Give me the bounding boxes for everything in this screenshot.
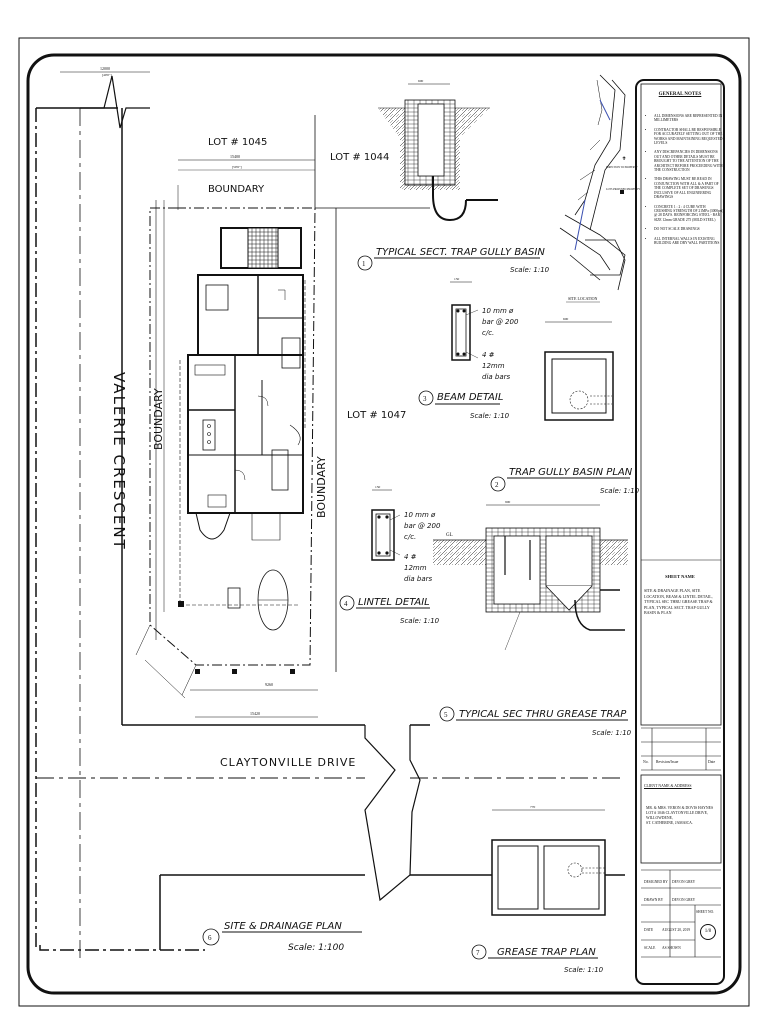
lintel-detail [340, 485, 441, 625]
drawing-title-lintel: LINTEL DETAIL [358, 597, 430, 608]
sheet-name-heading: SHEET NAME [665, 574, 695, 579]
beam-note: dia bars [482, 373, 511, 381]
scale-value: AS SHOWN [662, 946, 681, 950]
drawing-scale-grease-plan: Scale: 1:10 [564, 966, 604, 974]
lintel-note: 4 # [404, 553, 417, 561]
dim-gully-plan-width: 600 [563, 317, 569, 321]
title-block [640, 84, 724, 980]
dim-lot-width: 15400 [230, 154, 240, 159]
drawn-by-label: DRAWN BY [644, 898, 664, 902]
site-drainage-plan [36, 66, 625, 960]
grease-trap-plan [472, 805, 605, 974]
designed-by-label: DESIGNED BY [644, 880, 668, 884]
note-item: • ANY DISCREPANCIES IN DIMENSIONS OUT AND OTHER DETAILS MUST BE BROUGHT TO THE ATTENTION OF THE ARCHITECT BEFORE PROCEEDING WITH THE CONSTRUCTION [654, 150, 724, 172]
drawing-scale-grease-section: Scale: 1:10 [592, 729, 632, 737]
note-item: • THIS DRAWING MUST BE READ IN CONJUNCTION WITH ALL & A PART OF THE COMPLETE SET OF DRAWINGS INCLUSIVE OF ALL ENGINEERING DRAWINGS [654, 177, 724, 199]
client-line: MR. & MRS. VERON & DOVIS HAYNES [646, 806, 714, 810]
drawing-number: 1 [362, 260, 366, 268]
dim-top-width-ft: [40'0"] [102, 73, 112, 77]
drawing-title-site: SITE & DRAINAGE PLAN [224, 921, 342, 932]
dim-lintel-width: 150 [375, 485, 381, 489]
revision-col-desc: Revision/Issue [656, 760, 679, 764]
lintel-note: 12mm [404, 564, 427, 572]
valerie-crescent-road [36, 66, 205, 960]
note-item: • CONTRACTOR SHALL BE RESPONSIBLE FOR ACCURATELY SETTING OUT OF THE WORKS AND MAINTAINING REQUESTED LEVELS [654, 128, 724, 146]
drawing-scale-gully-section: Scale: 1:10 [510, 266, 550, 274]
drawing-scale-lintel: Scale: 1:10 [400, 617, 440, 625]
general-notes-heading: GENERAL NOTES [658, 92, 702, 97]
beam-note: 4 # [482, 351, 495, 359]
house-floor-plan [188, 228, 303, 540]
dim-front-width: 9260 [265, 682, 273, 687]
client-line: ST. CATHERINE, JAMAICA. [646, 821, 693, 825]
direction-label: DIRECTION TO PROPERTY [606, 166, 638, 169]
street-label-valerie: VALERIE CRESCENT [110, 372, 128, 551]
lintel-note: 10 mm ø [404, 511, 436, 519]
drawing-scale-beam: Scale: 1:10 [470, 412, 510, 420]
dim-beam-width: 150 [454, 277, 460, 281]
drawing-title-grease-section: TYPICAL SEC THRU GREASE TRAP [459, 709, 627, 720]
dim-grease-width: 900 [505, 500, 511, 504]
trap-gully-section [358, 79, 550, 274]
note-item: • CONCRETE 1 : 2 : 4 CUBE WITH CRUSHING STRENGTH OF 21MPa (3000psi) @ 28 DAYS. REINFORCING STEEL - BAR SIZE 12mm GRADE 275 (MILD STEEL) [654, 205, 724, 223]
lintel-note: c/c. [404, 533, 417, 541]
site-plan-title [203, 921, 362, 953]
drawing-title-gully-section: TYPICAL SECT. TRAP GULLY BASIN [376, 247, 545, 258]
drawing-title-beam: BEAM DETAIL [437, 392, 504, 403]
drawing-title-grease-plan: GREASE TRAP PLAN [497, 947, 596, 958]
designed-by-value: DEVON GREY [672, 880, 696, 884]
revision-col-no: No. [643, 760, 649, 764]
beam-note: 10 mm ø [482, 307, 514, 315]
lintel-note: dia bars [404, 575, 433, 583]
drawing-scale-gully-plan: Scale: 1:10 [600, 487, 640, 495]
drawn-by-value: DEVON GREY [672, 898, 696, 902]
site-location-map [560, 75, 640, 302]
note-item: • ALL INTERNAL WALLS IN EXISTING BUILDING ARE DRY WALL PARTITIONS [654, 237, 724, 246]
drawing-number: 6 [208, 934, 212, 942]
drawing-number: 4 [344, 600, 348, 608]
drawing-number: 3 [423, 395, 427, 403]
dim-gully-width: 600 [418, 79, 424, 83]
date-label: DATE [644, 928, 654, 932]
sheet-name-value: SITE & DRAINAGE PLAN, SITE LOCATION, BEAM & LINTEL DETAIL, TYPICAL SEC THRU GREASE TRAP & PLAN, TYPICAL SECT. TRAP GULLY BASIN & PLAN [644, 588, 713, 616]
client-address [646, 806, 716, 826]
client-heading: CLIENT NAME & ADDRESS [644, 784, 692, 788]
beam-note: c/c. [482, 329, 495, 337]
dim-grease-plan-width: 770 [530, 805, 536, 809]
drawing-scale-site: Scale: 1:100 [288, 943, 345, 953]
scale-label: SCALE [644, 946, 656, 950]
beam-note: bar @ 200 [482, 318, 519, 326]
note-item: • DO NOT SCALE DRAWINGS [654, 227, 724, 231]
drainage-layout [136, 280, 305, 698]
beam-note: 12mm [482, 362, 505, 370]
lots-label: LOTS PROPOSED PROPERTY [606, 188, 641, 191]
revision-col-date: Date [708, 760, 716, 764]
trap-gully-plan [491, 317, 640, 495]
grease-trap-section [433, 500, 632, 737]
lot-label-1047: LOT # 1047 [347, 410, 407, 421]
direction-arrow-icon: ✟ [622, 157, 627, 162]
dim-lot-width-ft: [50'6"] [232, 165, 242, 169]
date-value: AUGUST 20, 2019 [662, 928, 690, 932]
boundary-label-left: BOUNDARY [152, 388, 165, 450]
lot-boundary [150, 115, 430, 717]
ground-level-label: GL [446, 533, 453, 538]
sheet-number: 1/8 [700, 924, 716, 940]
drawing-title-gully-plan: TRAP GULLY BASIN PLAN [509, 467, 633, 478]
sheet-label: SHEET NO. [696, 910, 715, 914]
street-label-claytonville: CLAYTONVILLE DRIVE [220, 756, 357, 769]
client-line: WILLOWDENE, [646, 816, 673, 820]
boundary-label-top: BOUNDARY [208, 184, 265, 195]
drawing-number: 7 [476, 949, 480, 957]
lot-label-1044: LOT # 1044 [330, 152, 390, 163]
client-line: LOT # 1046 CLAYTONVILLE DRIVE, [646, 811, 708, 815]
beam-detail [419, 277, 519, 420]
boundary-label-right: BOUNDARY [315, 456, 328, 518]
drawing-number: 5 [444, 711, 448, 719]
lintel-note: bar @ 200 [404, 522, 441, 530]
site-location-label: SITE LOCATION [568, 296, 598, 301]
drawing-number: 2 [495, 481, 499, 489]
lot-label-1045: LOT # 1045 [208, 137, 268, 148]
general-notes-list [646, 114, 724, 250]
note-item: • ALL DIMENSIONS ARE REPRESENTED IN MILLIMETERS [654, 114, 724, 123]
dim-front-width-2: 15420 [250, 711, 260, 716]
dim-top-width: 12000 [100, 66, 110, 71]
